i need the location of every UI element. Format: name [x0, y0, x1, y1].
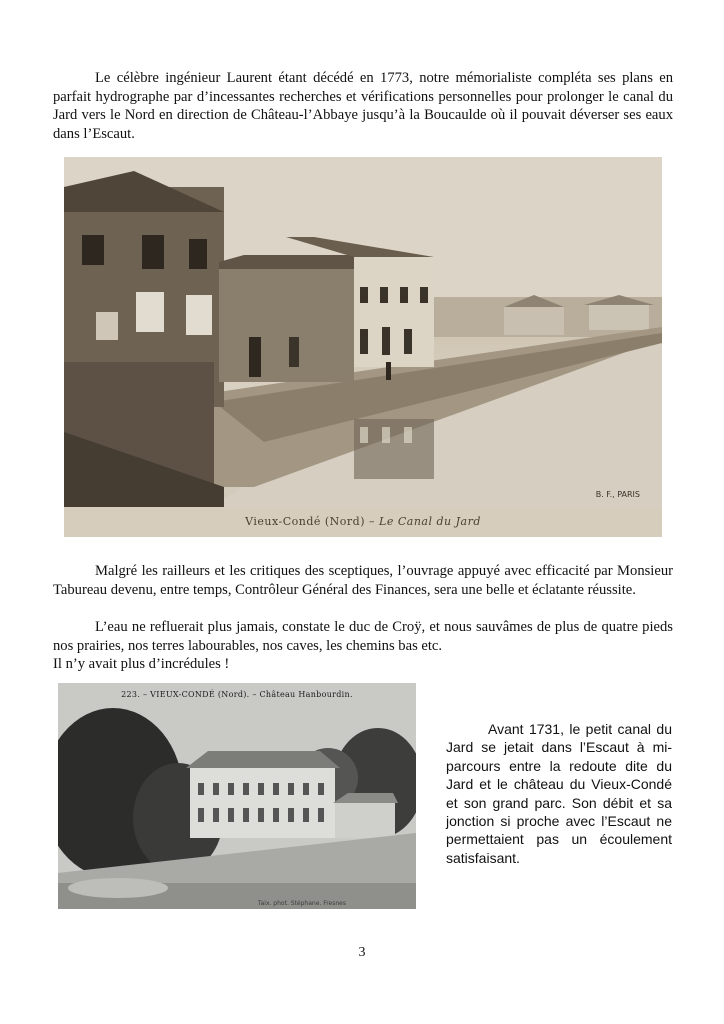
- photo-publisher-mark: B. F., PARIS: [595, 490, 640, 499]
- chateau-illustration: [58, 683, 416, 909]
- paragraph-success: Malgré les railleurs et les critiques des sceptiques, l’ouvrage appuyé avec efficacité par Monsieur Tabureau devenu, entre temps, Contrôleur Général des Finances, sera une belle et éclatante réussite.: [53, 563, 673, 598]
- paragraph-incredules: Il n’y avait plus d’incrédules !: [53, 656, 230, 672]
- photo-chateau-hanbourdin: [58, 683, 416, 909]
- paragraph-croy: L’eau ne refluerait plus jamais, constate le duc de Croÿ, et nous sauvâmes de plus de quatre pieds nos prairies, nos terres labourables, nos caves, les chemins bas etc.: [53, 619, 673, 654]
- photo-caption-canal: [64, 515, 662, 528]
- photo-caption-chateau: 223. – VIEUX-CONDÉ (Nord). – Château Hanbourdin.: [121, 690, 353, 699]
- caption-place: Vieux-Condé (Nord): [245, 515, 366, 528]
- page-number: 3: [358, 945, 366, 960]
- photo-publisher-mark: Taix. phot. Stéphane. Fresnes: [257, 900, 346, 907]
- caption-separator: –: [365, 515, 380, 528]
- photo-canal-du-jard: [64, 157, 662, 537]
- canal-illustration: [64, 157, 662, 537]
- paragraph-intro: Le célèbre ingénieur Laurent étant décédé en 1773, notre mémorialiste compléta ses plans en parfait hydrographe par d’incessantes recherches et vérifications personnelles pour prolonger le canal du Jard vers le Nord en direction de Château-l’Abbaye jusqu’à la Boucaulde où il pouvait déverser ses eaux dans l’Escaut.: [53, 70, 673, 142]
- caption-title: Le Canal du Jard: [379, 515, 481, 528]
- paragraph-before-1731: Avant 1731, le petit canal du Jard se jetait dans l’Escaut à mi-parcours entre la redoute dite du Jard et le château du Vieux-Condé et son grand parc. Son débit et sa jonction si proche avec l’Escaut ne permettaient pas un écoulement satisfaisant.: [446, 721, 672, 866]
